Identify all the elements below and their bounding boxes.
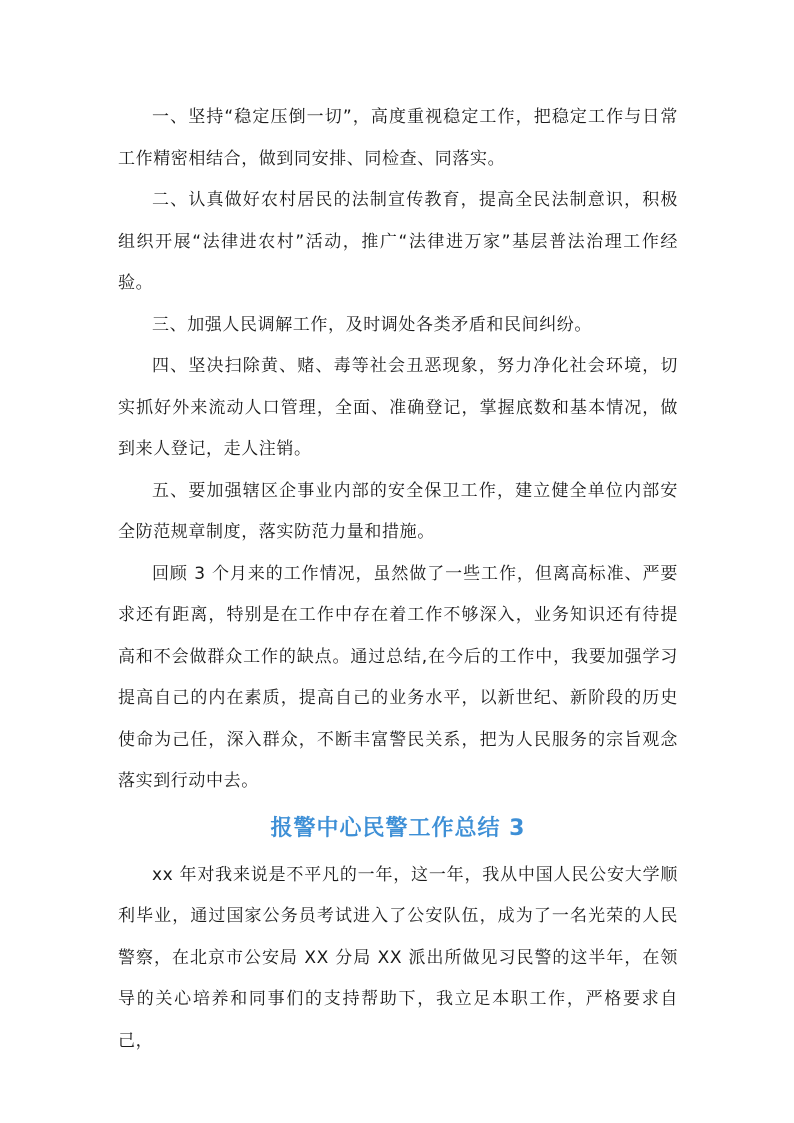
document-page	[118, 97, 678, 1062]
paragraph-intro: xx 年对我来说是不平凡的一年，这一年，我从中国人民公安大学顺利毕业，通过国家公务员考试进入了公安队伍，成为了一名光荣的人民警察，在北京市公安局 XX 分局 XX 派出所做见习民警的这半年，在领导的关心培养和同事们的支持帮助下，我立足本职工作，严格要求自己，	[118, 864, 678, 1051]
paragraph-review: 回顾 3 个月来的工作情况，虽然做了一些工作，但离高标准、严要求还有距离，特别是在工作中存在着工作不够深入，业务知识还有待提高和不会做群众工作的缺点。通过总结,在今后的工作中，我要加强学习提高自己的内在素质，提高自己的业务水平，以新世纪、新阶段的历史使命为己任，深入群众，不断丰富警民关系，把为人民服务的宗旨观念落实到行动中去。	[118, 563, 678, 791]
paragraph-item-5: 五、要加强辖区企事业内部的安全保卫工作，建立健全单位内部安全防范规章制度，落实防范力量和措施。	[118, 480, 678, 542]
paragraph-item-1: 一、坚持“稳定压倒一切”，高度重视稳定工作，把稳定工作与日常工作精密相结合，做到同安排、同检查、同落实。	[118, 107, 678, 169]
paragraph-item-2: 二、认真做好农村居民的法制宣传教育，提高全民法制意识，积极组织开展“法律进农村”活动，推广“法律进万家”基层普法治理工作经验。	[118, 190, 678, 293]
section-title: 报警中心民警工作总结 3	[270, 815, 526, 841]
paragraph-item-4: 四、坚决扫除黄、赌、毒等社会丑恶现象，努力净化社会环境，切实抓好外来流动人口管理，全面、准确登记，掌握底数和基本情况，做到来人登记，走人注销。	[118, 356, 678, 459]
paragraph-item-3: 三、加强人民调解工作，及时调处各类矛盾和民间纠纷。	[152, 314, 592, 335]
